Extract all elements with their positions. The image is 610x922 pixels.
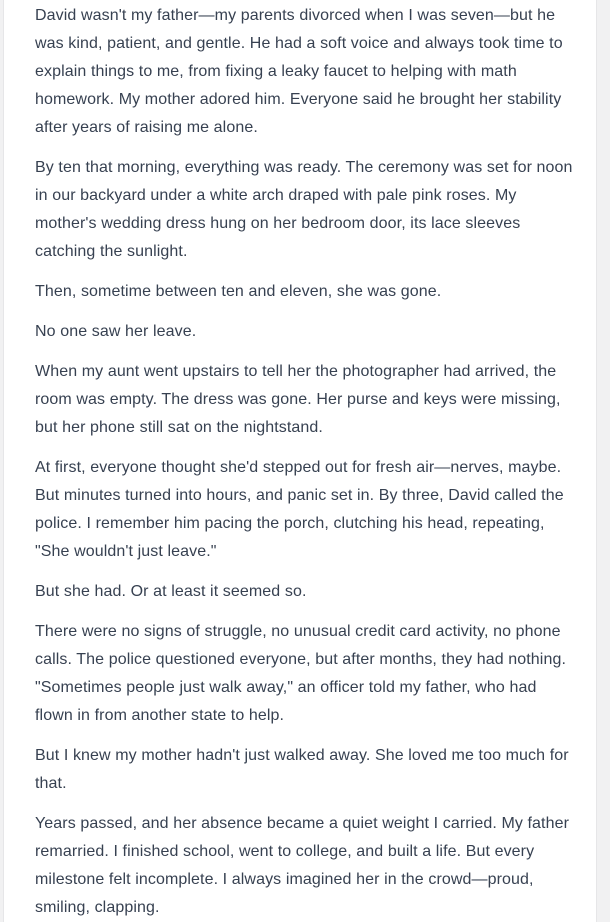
story-paragraph: At first, everyone thought she'd stepped out for fresh air—nerves, maybe. But minutes turned into hours, and panic set in. By three, David called the police. I remember him pacing the porch, clutching his head, repeating, "She wouldn't just leave."	[35, 459, 564, 560]
story-paragraph: Years passed, and her absence became a quiet weight I carried. My father remarried. I finished school, went to college, and built a life. But every milestone felt incomplete. I always imagined her in the crowd—proud, smiling, clapping.	[35, 815, 570, 916]
story-paragraph: But she had. Or at least it seemed so.	[35, 583, 307, 600]
story-content	[35, 2, 577, 922]
story-paragraph: David wasn't my father—my parents divorced when I was seven—but he was kind, patient, and gentle. He had a soft voice and always took time to explain things to me, from fixing a leaky faucet to helping with math homework. My mother adored him. Everyone said he brought her stability after years of raising me alone.	[35, 7, 563, 136]
story-paragraph: But I knew my mother hadn't just walked away. She loved me too much for that.	[35, 747, 569, 792]
story-paragraph: No one saw her leave.	[35, 323, 197, 340]
story-paragraph: When my aunt went upstairs to tell her the photographer had arrived, the room was empty. The dress was gone. Her purse and keys were missing, but her phone still sat on the nightstand.	[35, 363, 561, 436]
story-page	[3, 0, 597, 922]
story-paragraph: Then, sometime between ten and eleven, she was gone.	[35, 283, 442, 300]
story-paragraph: There were no signs of struggle, no unusual credit card activity, no phone calls. The police questioned everyone, but after months, they had nothing. "Sometimes people just walk away," an officer told my father, who had flown in from another state to help.	[35, 623, 566, 724]
story-paragraph: By ten that morning, everything was ready. The ceremony was set for noon in our backyard under a white arch draped with pale pink roses. My mother's wedding dress hung on her bedroom door, its lace sleeves catching the sunlight.	[35, 159, 573, 260]
